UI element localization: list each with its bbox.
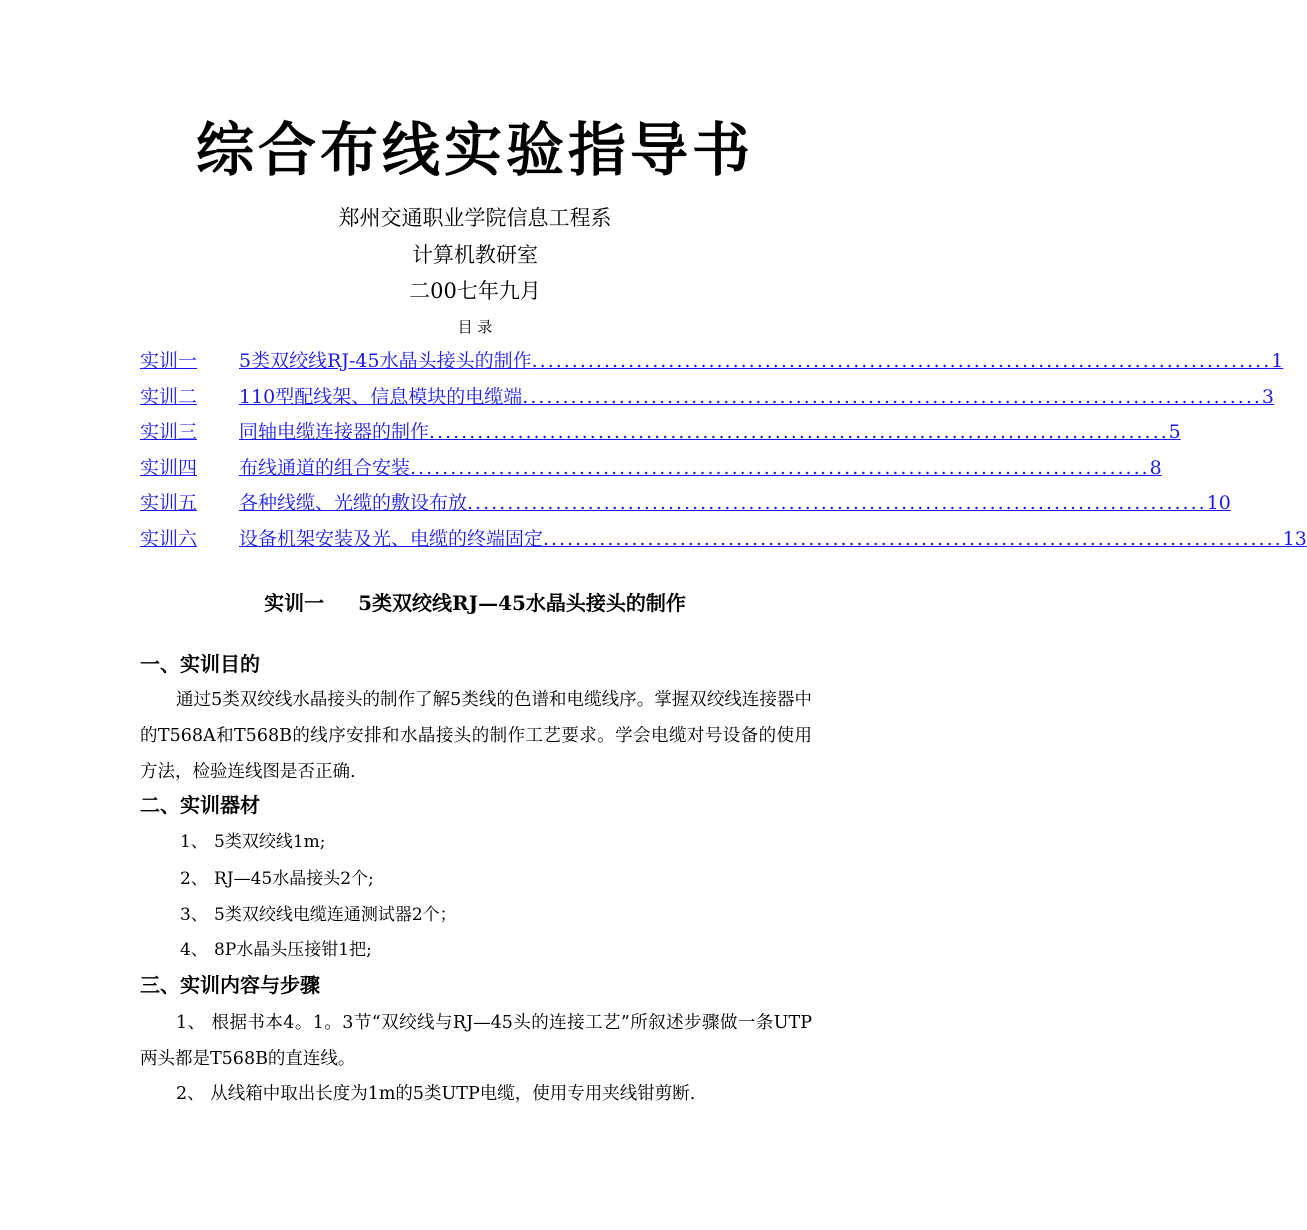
list-text: RJ—45水晶接头2个; <box>214 869 374 889</box>
section-title <box>0 588 950 618</box>
toc-entry-number: 实训六 <box>140 527 198 550</box>
toc-leader-dots: ............................................................................................ <box>410 456 1150 479</box>
toc-entry-4[interactable] <box>140 451 1162 487</box>
institution-name: 郑州交通职业学院信息工程系 <box>338 206 612 230</box>
toc-leader-dots: ............................................................................................ <box>429 421 1169 443</box>
section-name: 5类双绞线RJ—45水晶头接头的制作 <box>358 591 686 615</box>
equipment-item-2 <box>180 864 374 894</box>
toc-entry-number: 实训五 <box>140 492 198 514</box>
step-2-paragraph: 2、 从线箱中取出长度为1m的5类UTP电缆，使用专用夹线钳剪断. <box>176 1084 696 1104</box>
toc-entry-number: 实训四 <box>140 456 198 479</box>
toc-leader-dots: ............................................................................................ <box>543 527 1283 550</box>
equipment-item-1 <box>180 827 325 857</box>
toc-leader-dots: ............................................................................................ <box>522 385 1262 408</box>
list-index: 2、 <box>180 869 208 889</box>
document-title: 综合布线实验指导书 <box>195 116 754 184</box>
toc-entry-number: 实训二 <box>140 385 198 408</box>
equipment-item-4 <box>180 935 372 965</box>
toc-entry-title: 同轴电缆连接器的制作 <box>239 421 430 443</box>
heading-equipment: 二、实训器材 <box>140 793 260 817</box>
toc-entry-number: 实训一 <box>140 350 198 372</box>
list-index: 1、 <box>180 832 208 852</box>
section-number: 实训一 <box>264 591 325 615</box>
toc-entry-page: 3 <box>1261 385 1275 408</box>
toc-entry-3[interactable] <box>140 415 1181 451</box>
toc-entry-page: 8 <box>1149 456 1162 479</box>
list-text: 5类双绞线电缆连通测试器2个； <box>214 905 457 925</box>
toc-entry-title: 设备机架安装及光、电缆的终端固定 <box>239 527 544 550</box>
list-text: 5类双绞线1m; <box>214 832 326 852</box>
toc-entry-page: 1 <box>1271 350 1284 372</box>
toc-entry-number: 实训三 <box>140 421 198 443</box>
toc-entry-5[interactable] <box>140 486 1231 522</box>
toc-leader-dots: ............................................................................................ <box>467 492 1207 514</box>
toc-leader-dots: ............................................................................................ <box>531 350 1272 372</box>
list-text: 8P水晶头压接钳1把; <box>214 940 372 960</box>
heading-purpose: 一、实训目的 <box>140 652 260 676</box>
toc-entry-6[interactable] <box>140 522 1307 558</box>
department-name: 计算机教研室 <box>412 243 538 267</box>
list-index: 4、 <box>180 940 208 960</box>
toc-entry-title: 各种线缆、光缆的敷设布放 <box>239 492 468 514</box>
toc-entry-title: 布线通道的组合安装 <box>239 456 411 479</box>
step-1-paragraph: 1、 根据书本4。1。3节“双绞线与RJ—45头的连接工艺”所叙述步骤做一条UTP两头都是T568B的直连线。 <box>140 1013 812 1069</box>
toc-entry-page: 10 <box>1206 492 1231 514</box>
toc-heading: 目 录 <box>457 318 493 336</box>
toc-entry-title: 5类双绞线RJ-45水晶头接头的制作 <box>239 350 532 372</box>
document-date: 二00七年九月 <box>409 279 541 303</box>
toc-entry-1[interactable] <box>140 344 1284 380</box>
toc-entry-page: 13 <box>1282 527 1307 550</box>
toc-entry-page: 5 <box>1168 421 1181 443</box>
toc-entry-title: 110型配线架、信息模块的电缆端 <box>239 385 523 408</box>
equipment-item-3 <box>180 900 457 930</box>
toc-entry-2[interactable] <box>140 380 1275 416</box>
table-of-contents <box>140 344 1307 557</box>
heading-steps: 三、实训内容与步骤 <box>140 973 320 997</box>
list-index: 3、 <box>180 905 208 925</box>
purpose-paragraph: 通过5类双绞线水晶接头的制作了解5类线的色谱和电缆线序。掌握双绞线连接器中的T568A和T568B的线序安排和水晶接头的制作工艺要求。学会电缆对号设备的使用方法，检验连线图是否正确. <box>140 690 812 782</box>
